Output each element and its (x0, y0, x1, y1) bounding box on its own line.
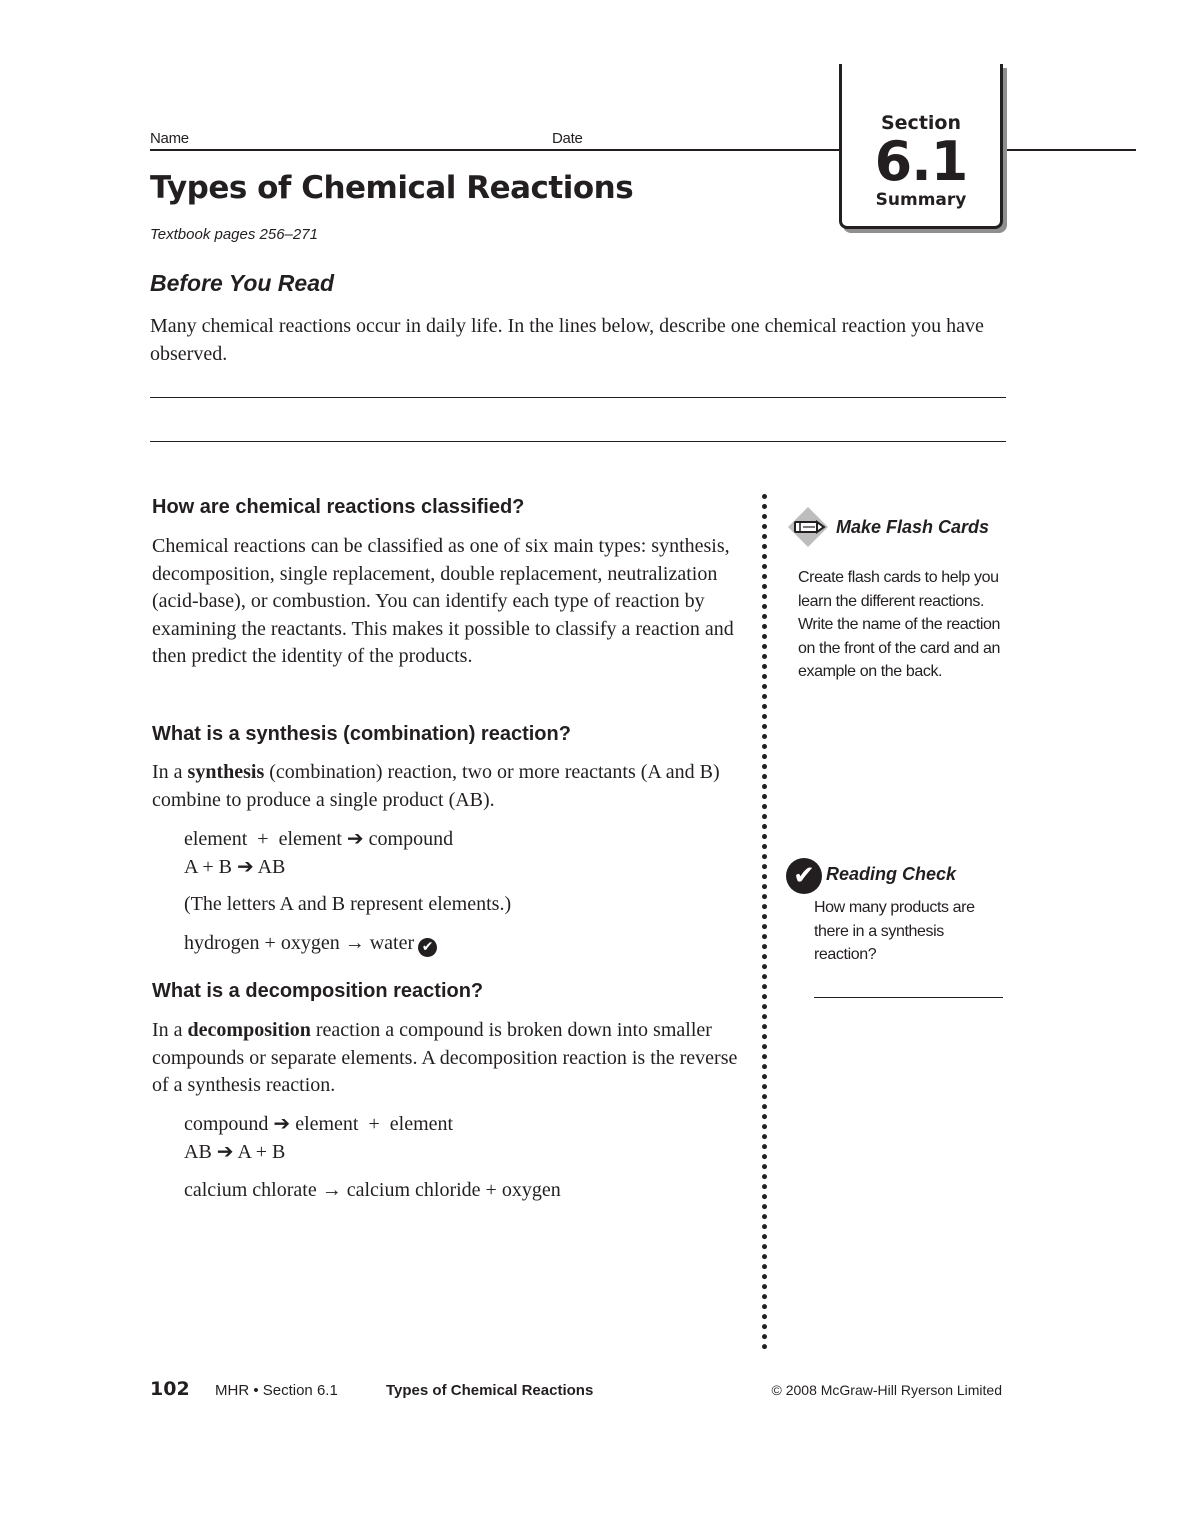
flash-cards-text: Create flash cards to help you learn the different reactions. Write the name of the reaction on the front of the card and an example on the back. (798, 569, 1001, 680)
footer-section: MHR • Section 6.1 (215, 1382, 338, 1399)
q2-eq-words: element + element ➔ compound (184, 828, 454, 850)
reading-check-heading: Reading Check (826, 864, 957, 884)
section-label: Section (880, 112, 961, 134)
flash-cards-heading: Make Flash Cards (836, 517, 990, 537)
name-label: Name (150, 130, 189, 147)
q3-eq-words: compound ➔ element + element (184, 1113, 454, 1135)
q2-text-post: (combination) reaction, two or more reactants (A and B) combine to produce a single product (AB). (152, 761, 720, 811)
q2-example: hydrogen + oxygen → water (184, 932, 415, 954)
q1-text: Chemical reactions can be classified as one of six main types: synthesis, decomposition, single replacement, double replacement, neutralization (acid-base), or combustion. You can identify each type of reaction by examining the reactants. This makes it possible to classify a reaction and then predict the identity of the products. (152, 535, 734, 667)
header-rule-right (998, 149, 1136, 151)
q2-eq-letters: A + B ➔ AB (184, 856, 286, 878)
reading-check-marker-icon: ✔ (418, 938, 437, 957)
checkmark-icon: ✔ (786, 858, 822, 894)
q2-text-pre: In a (152, 761, 188, 783)
section-number: 6.1 (874, 130, 968, 193)
reading-check-answer-line[interactable] (814, 997, 1003, 998)
q3-text-post: reaction a compound is broken down into smaller compounds or separate elements. A decomposition reaction is the reverse of a synthesis reaction. (152, 1019, 738, 1096)
q2-note: (The letters A and B represent elements.) (184, 893, 512, 915)
footer-title: Types of Chemical Reactions (386, 1382, 594, 1399)
q3-text (152, 1017, 752, 1100)
q3-heading: What is a decomposition reaction? (152, 980, 484, 1002)
copyright: © 2008 McGraw-Hill Ryerson Limited (771, 1382, 1002, 1398)
before-you-read-prompt: Many chemical reactions occur in daily life. In the lines below, describe one chemical reaction you have observed. (150, 315, 984, 365)
page-title: Types of Chemical Reactions (150, 170, 634, 206)
q3-text-pre: In a (152, 1019, 188, 1041)
before-you-read-heading: Before You Read (150, 270, 335, 296)
q2-example-line (184, 929, 437, 957)
q3-term: decomposition (187, 1019, 311, 1041)
date-label: Date (552, 130, 583, 147)
q2-term: synthesis (187, 761, 265, 783)
q1-heading: How are chemical reactions classified? (152, 496, 525, 518)
answer-line-1[interactable] (150, 397, 1006, 398)
column-divider (762, 494, 767, 1350)
page-number: 102 (150, 1378, 190, 1400)
q3-eq-letters: AB ➔ A + B (184, 1141, 286, 1163)
answer-line-2[interactable] (150, 441, 1006, 442)
q2-text (152, 759, 752, 814)
reading-check-question: How many products are there in a synthesis reaction? (814, 899, 975, 963)
section-type: Summary (875, 190, 967, 210)
name-date-rule (150, 149, 840, 151)
q3-example: calcium chlorate → calcium chloride + oxygen (184, 1179, 561, 1201)
textbook-pages: Textbook pages 256–271 (150, 226, 318, 243)
pencil-icon (786, 505, 830, 549)
q2-heading: What is a synthesis (combination) reaction? (152, 723, 571, 745)
section-tab (839, 64, 1003, 229)
